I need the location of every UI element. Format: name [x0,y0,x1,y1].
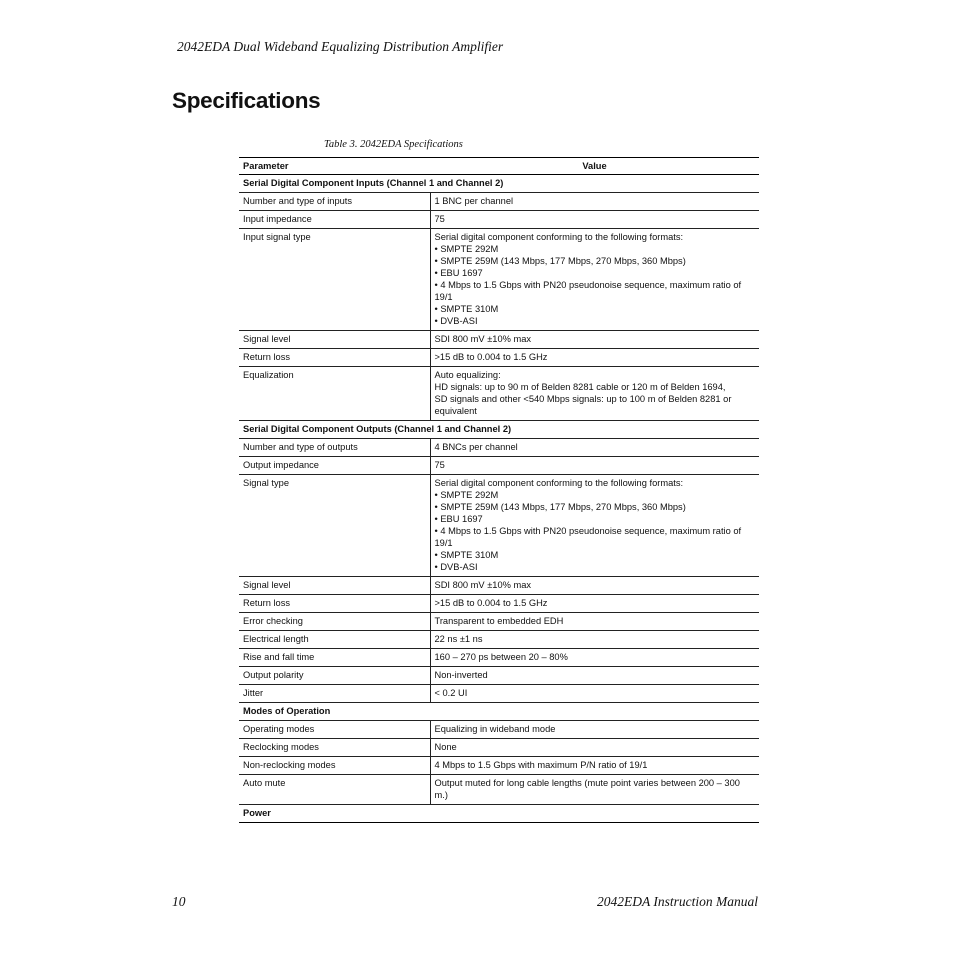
section-title-cell: Serial Digital Component Outputs (Channel 1 and Channel 2) [239,421,759,439]
value-cell [430,367,759,421]
section-title-cell: Modes of Operation [239,703,759,721]
section-title: Specifications [172,88,321,113]
value-cell: Output muted for long cable lengths (mute point varies between 200 – 300 m.) [430,775,759,805]
value-cell: < 0.2 UI [430,685,759,703]
value-cell: 75 [430,457,759,475]
spec-row [239,721,759,739]
format-list-item: • SMPTE 259M (143 Mbps, 177 Mbps, 270 Mbps, 360 Mbps) [435,501,756,513]
format-list-item: • SMPTE 310M [435,549,756,561]
spec-row [239,775,759,805]
table-body [239,175,759,823]
parameter-cell: Output polarity [239,667,430,685]
spec-row [239,649,759,667]
format-list-item: • SMPTE 292M [435,243,756,255]
parameter-cell: Rise and fall time [239,649,430,667]
spec-row [239,349,759,367]
spec-row [239,457,759,475]
spec-row [239,757,759,775]
table-header-row [239,158,759,175]
spec-row [239,331,759,349]
value-cell: Transparent to embedded EDH [430,613,759,631]
value-intro-line: Serial digital component conforming to the following formats: [434,232,684,242]
format-list [435,243,756,327]
parameter-cell: Signal level [239,331,430,349]
footer-manual-title: 2042EDA Instruction Manual [597,894,758,909]
value-cell: 160 – 270 ps between 20 – 80% [430,649,759,667]
parameter-cell: Signal level [239,577,430,595]
parameter-cell: Number and type of outputs [239,439,430,457]
spec-row [239,211,759,229]
spec-row [239,229,759,331]
value-cell: Non-inverted [430,667,759,685]
parameter-cell: Output impedance [239,457,430,475]
spec-row [239,595,759,613]
running-header: 2042EDA Dual Wideband Equalizing Distribution Amplifier [177,39,504,54]
value-cell: 75 [430,211,759,229]
section-header-row [239,175,759,193]
table-caption: Table 3. 2042EDA Specifications [324,139,463,150]
spec-row [239,667,759,685]
parameter-cell: Input signal type [239,229,430,331]
value-cell: >15 dB to 0.004 to 1.5 GHz [430,349,759,367]
spec-row [239,577,759,595]
format-list-item: • SMPTE 259M (143 Mbps, 177 Mbps, 270 Mbps, 360 Mbps) [435,255,756,267]
value-line: SD signals and other <540 Mbps signals: up to 100 m of Belden 8281 or equivalent [434,394,732,416]
spec-row [239,685,759,703]
parameter-cell: Number and type of inputs [239,193,430,211]
spec-row [239,193,759,211]
spec-row [239,613,759,631]
value-cell: 22 ns ±1 ns [430,631,759,649]
parameter-cell: Electrical length [239,631,430,649]
value-line: HD signals: up to 90 m of Belden 8281 cable or 120 m of Belden 1694, [434,382,726,392]
spec-row [239,367,759,421]
format-list-item: • EBU 1697 [435,513,756,525]
section-header-row [239,805,759,823]
value-cell: 1 BNC per channel [430,193,759,211]
section-title-cell: Serial Digital Component Inputs (Channel 1 and Channel 2) [239,175,759,193]
section-header-row [239,703,759,721]
value-cell: >15 dB to 0.004 to 1.5 GHz [430,595,759,613]
format-list [435,489,756,573]
spec-row [239,631,759,649]
parameter-cell: Operating modes [239,721,430,739]
spec-row [239,439,759,457]
parameter-cell: Auto mute [239,775,430,805]
specifications-table [239,157,759,823]
value-cell: None [430,739,759,757]
format-list-item: • DVB-ASI [435,315,756,327]
format-list-item: • SMPTE 310M [435,303,756,315]
section-title-cell: Power [239,805,759,823]
value-line: Auto equalizing: [434,370,501,380]
parameter-cell: Return loss [239,595,430,613]
column-header-parameter: Parameter [239,158,430,175]
page-number: 10 [172,894,186,909]
spec-row [239,475,759,577]
column-header-value: Value [430,158,759,175]
format-list-item: • SMPTE 292M [435,489,756,501]
parameter-cell: Input impedance [239,211,430,229]
parameter-cell: Non-reclocking modes [239,757,430,775]
parameter-cell: Reclocking modes [239,739,430,757]
value-cell: 4 Mbps to 1.5 Gbps with maximum P/N ratio of 19/1 [430,757,759,775]
value-intro-line: Serial digital component conforming to the following formats: [434,478,684,488]
parameter-cell: Return loss [239,349,430,367]
value-cell: SDI 800 mV ±10% max [430,331,759,349]
value-cell [430,475,759,577]
value-cell [430,229,759,331]
format-list-item: • DVB-ASI [435,561,756,573]
parameter-cell: Signal type [239,475,430,577]
format-list-item: • 4 Mbps to 1.5 Gbps with PN20 pseudonoise sequence, maximum ratio of 19/1 [435,279,756,303]
parameter-cell: Error checking [239,613,430,631]
spec-row [239,739,759,757]
format-list-item: • 4 Mbps to 1.5 Gbps with PN20 pseudonoise sequence, maximum ratio of 19/1 [435,525,756,549]
parameter-cell: Equalization [239,367,430,421]
value-cell: Equalizing in wideband mode [430,721,759,739]
section-header-row [239,421,759,439]
parameter-cell: Jitter [239,685,430,703]
value-cell: 4 BNCs per channel [430,439,759,457]
value-cell: SDI 800 mV ±10% max [430,577,759,595]
format-list-item: • EBU 1697 [435,267,756,279]
